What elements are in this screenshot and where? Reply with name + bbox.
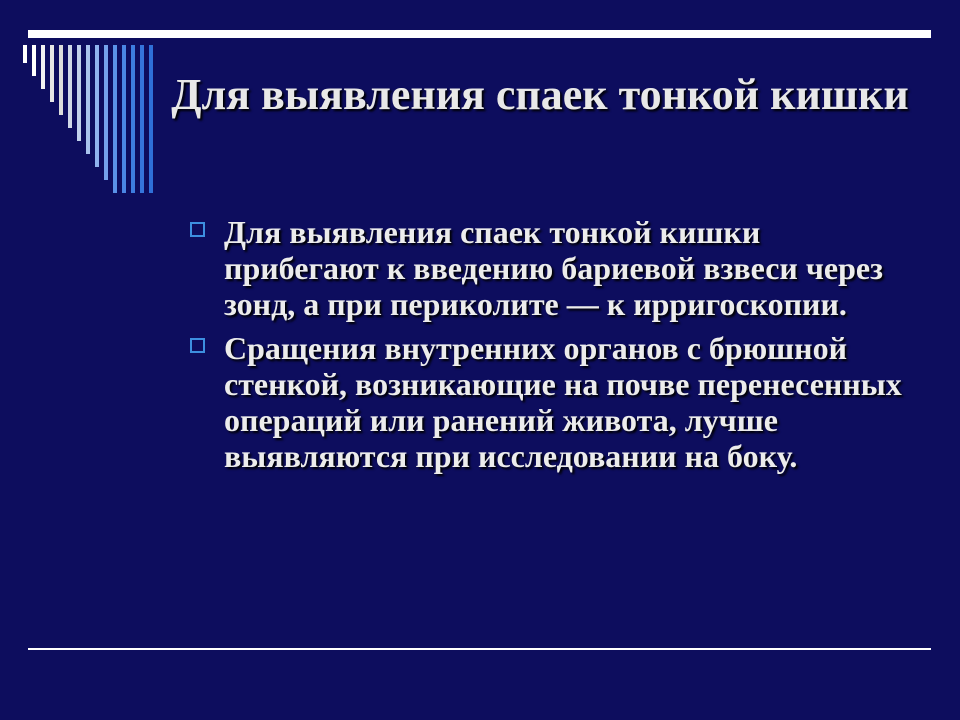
stripe [113, 45, 117, 193]
bullet-list [188, 214, 908, 482]
bullet-text: Для выявления спаек тонкой кишки прибегают к введению бариевой взвеси через зонд, а при периколите — к ирригоскопии. [224, 214, 883, 322]
bottom-divider [28, 648, 931, 650]
stripe [77, 45, 81, 141]
stripe [131, 45, 135, 193]
stripe [104, 45, 108, 180]
stripe [50, 45, 54, 102]
stripe [86, 45, 90, 154]
stripe [32, 45, 36, 76]
stripe [59, 45, 63, 115]
stripe [68, 45, 72, 128]
hollow-square-icon [190, 222, 205, 237]
hollow-square-icon [190, 338, 205, 353]
stripe [122, 45, 126, 193]
bullet-text: Сращения внутренних органов с брюшной стенкой, возникающие на почве перенесенных операций или ранений живота, лучше выявляются при исследовании на боку. [224, 330, 902, 474]
stripe [41, 45, 45, 89]
bullet-item [188, 214, 908, 322]
bullet-item [188, 330, 908, 474]
slide-title: Для выявления спаек тонкой кишки [171, 70, 909, 119]
stripe [140, 45, 144, 193]
stripe [23, 45, 27, 63]
stripe [149, 45, 153, 193]
stripe [95, 45, 99, 167]
stripe-fan-decoration [0, 0, 170, 200]
